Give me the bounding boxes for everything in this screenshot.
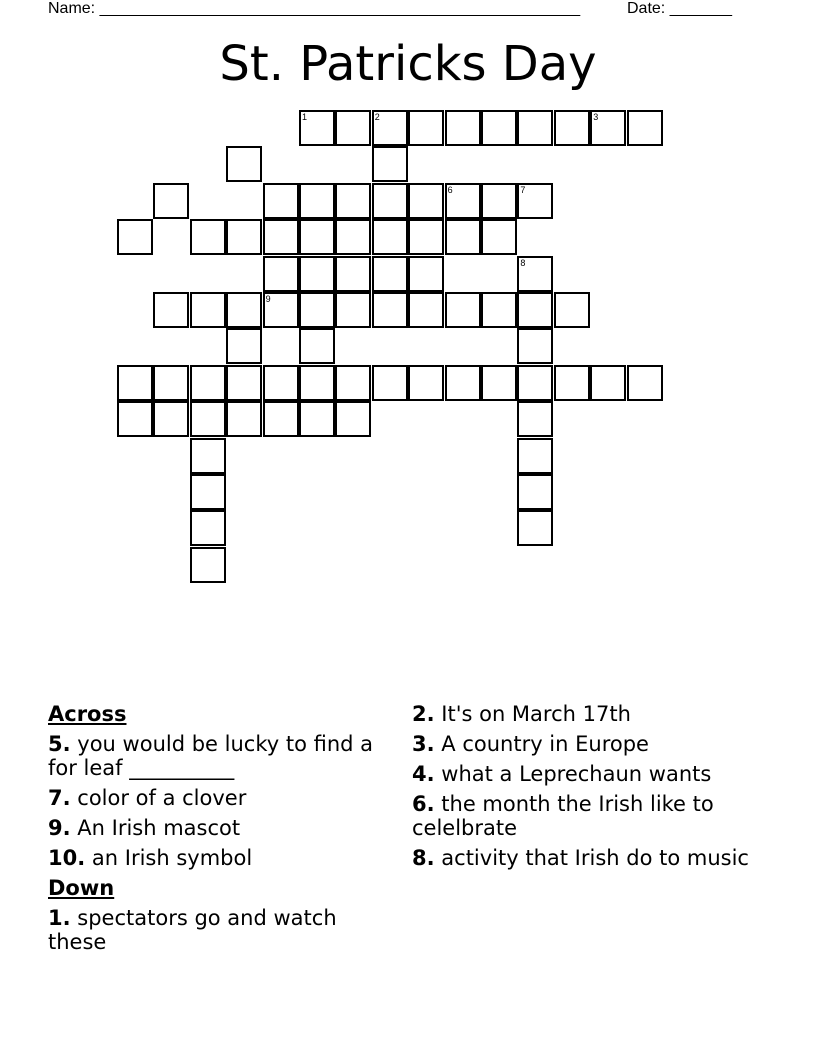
grid-cell[interactable]	[590, 110, 626, 146]
clue-down-2	[412, 702, 752, 726]
cell-number: 3	[593, 112, 599, 122]
grid-cell[interactable]	[481, 292, 517, 328]
grid-cell[interactable]	[335, 219, 371, 255]
grid-cell[interactable]	[299, 365, 335, 401]
grid-cell[interactable]	[117, 219, 153, 255]
grid-cell[interactable]	[517, 365, 553, 401]
clue-across-7	[48, 786, 378, 810]
grid-cell[interactable]	[335, 110, 371, 146]
grid-cell[interactable]	[372, 292, 408, 328]
cell-number: 9	[265, 294, 271, 304]
grid-cell[interactable]	[263, 401, 299, 437]
grid-cell[interactable]	[226, 146, 262, 182]
grid-cell[interactable]	[445, 110, 481, 146]
clue-across-5	[48, 732, 378, 780]
down-heading: Down	[48, 876, 115, 900]
clue-text: An Irish mascot	[77, 816, 241, 840]
grid-cell[interactable]	[263, 256, 299, 292]
clue-across-10	[48, 846, 378, 870]
clue-number: 4.	[412, 762, 435, 786]
grid-cell[interactable]	[299, 401, 335, 437]
clue-number: 9.	[48, 816, 71, 840]
grid-cell[interactable]	[481, 110, 517, 146]
clue-number: 5.	[48, 732, 71, 756]
grid-cell[interactable]	[153, 365, 189, 401]
grid-cell[interactable]	[481, 183, 517, 219]
grid-cell[interactable]	[372, 219, 408, 255]
clue-down-3	[412, 732, 752, 756]
grid-cell[interactable]	[445, 365, 481, 401]
grid-cell[interactable]	[190, 474, 226, 510]
grid-cell[interactable]	[226, 219, 262, 255]
grid-cell[interactable]	[517, 401, 553, 437]
grid-cell[interactable]	[335, 401, 371, 437]
grid-cell[interactable]	[190, 365, 226, 401]
clue-text: you would be lucky to find a for leaf __________	[48, 732, 374, 780]
grid-cell[interactable]	[226, 328, 262, 364]
clue-text: an Irish symbol	[91, 846, 253, 870]
clue-number: 7.	[48, 786, 71, 810]
clue-number: 6.	[412, 792, 435, 816]
grid-cell[interactable]	[627, 365, 663, 401]
grid-cell[interactable]	[299, 256, 335, 292]
clue-text: It's on March 17th	[441, 702, 631, 726]
clue-number: 2.	[412, 702, 435, 726]
grid-cell[interactable]	[335, 365, 371, 401]
grid-cell[interactable]	[299, 110, 335, 146]
grid-cell[interactable]	[299, 219, 335, 255]
grid-cell[interactable]	[590, 365, 626, 401]
clue-text: activity that Irish do to music	[441, 846, 749, 870]
clue-text: color of a clover	[77, 786, 247, 810]
clue-down-4	[412, 762, 752, 786]
grid-cell[interactable]	[445, 292, 481, 328]
grid-cell[interactable]	[190, 438, 226, 474]
grid-cell[interactable]	[408, 256, 444, 292]
grid-cell[interactable]	[408, 183, 444, 219]
grid-cell[interactable]	[117, 365, 153, 401]
grid-cell[interactable]	[226, 401, 262, 437]
grid-cell[interactable]	[153, 183, 189, 219]
grid-cell[interactable]	[408, 110, 444, 146]
grid-cell[interactable]	[190, 219, 226, 255]
grid-cell[interactable]	[517, 328, 553, 364]
grid-cell[interactable]	[263, 365, 299, 401]
clue-text: spectators go and watch these	[48, 906, 337, 954]
page-title: St. Patricks Day	[219, 36, 597, 92]
clue-number: 1.	[48, 906, 71, 930]
across-heading: Across	[48, 702, 127, 726]
grid-cell[interactable]	[517, 510, 553, 546]
clue-down-6	[412, 792, 752, 840]
grid-cell[interactable]	[627, 110, 663, 146]
cell-number: 8	[520, 257, 526, 268]
grid-cell[interactable]	[190, 547, 226, 583]
clue-number: 8.	[412, 846, 435, 870]
grid-cell[interactable]	[372, 256, 408, 292]
clue-across-9	[48, 816, 378, 840]
cell-number: 6	[447, 184, 453, 195]
clue-text: the month the Irish like to celelbrate	[412, 792, 714, 840]
grid-cell[interactable]	[554, 365, 590, 401]
grid-cell[interactable]	[517, 183, 553, 219]
grid-cell[interactable]	[335, 256, 371, 292]
grid-cell[interactable]	[299, 183, 335, 219]
grid-cell[interactable]	[372, 146, 408, 182]
grid-cell[interactable]	[299, 328, 335, 364]
grid-cell[interactable]	[445, 219, 481, 255]
grid-cell[interactable]	[153, 401, 189, 437]
grid-cell[interactable]	[226, 292, 262, 328]
grid-cell[interactable]	[408, 365, 444, 401]
grid-cell[interactable]	[517, 474, 553, 510]
grid-cell[interactable]	[554, 292, 590, 328]
grid-cell[interactable]	[335, 292, 371, 328]
clue-text: what a Leprechaun wants	[441, 762, 712, 786]
name-field[interactable]: Name: ______________________________________________________	[48, 0, 581, 17]
clue-number: 10.	[48, 846, 86, 870]
grid-cell[interactable]	[554, 110, 590, 146]
clue-down-8	[412, 846, 752, 870]
grid-cell[interactable]	[408, 219, 444, 255]
grid-cell[interactable]	[153, 292, 189, 328]
cell-number: 7	[520, 184, 526, 195]
grid-cell[interactable]	[372, 110, 408, 146]
grid-cell[interactable]	[190, 510, 226, 546]
clue-down-1	[48, 906, 378, 954]
grid-cell[interactable]	[408, 292, 444, 328]
grid-cell[interactable]	[517, 256, 553, 292]
clues-right-column	[412, 702, 752, 876]
grid-cell[interactable]	[263, 292, 299, 328]
grid-cell[interactable]	[335, 183, 371, 219]
date-field[interactable]: Date: _______	[627, 0, 732, 17]
grid-cell[interactable]	[445, 183, 481, 219]
grid-cell[interactable]	[481, 219, 517, 255]
grid-cell[interactable]	[299, 292, 335, 328]
grid-cell[interactable]	[517, 438, 553, 474]
clue-text: A country in Europe	[441, 732, 649, 756]
grid-cell[interactable]	[481, 365, 517, 401]
grid-cell[interactable]	[263, 219, 299, 255]
grid-cell[interactable]	[117, 401, 153, 437]
grid-cell[interactable]	[372, 183, 408, 219]
grid-cell[interactable]	[226, 365, 262, 401]
grid-cell[interactable]	[372, 365, 408, 401]
clues-left-column	[48, 702, 378, 960]
grid-cell[interactable]	[190, 292, 226, 328]
grid-cell[interactable]	[517, 110, 553, 146]
grid-cell[interactable]	[190, 401, 226, 437]
cell-number: 1	[302, 112, 308, 122]
grid-cell[interactable]	[517, 292, 553, 328]
cell-number: 2	[374, 112, 380, 122]
clue-number: 3.	[412, 732, 435, 756]
grid-cell[interactable]	[263, 183, 299, 219]
